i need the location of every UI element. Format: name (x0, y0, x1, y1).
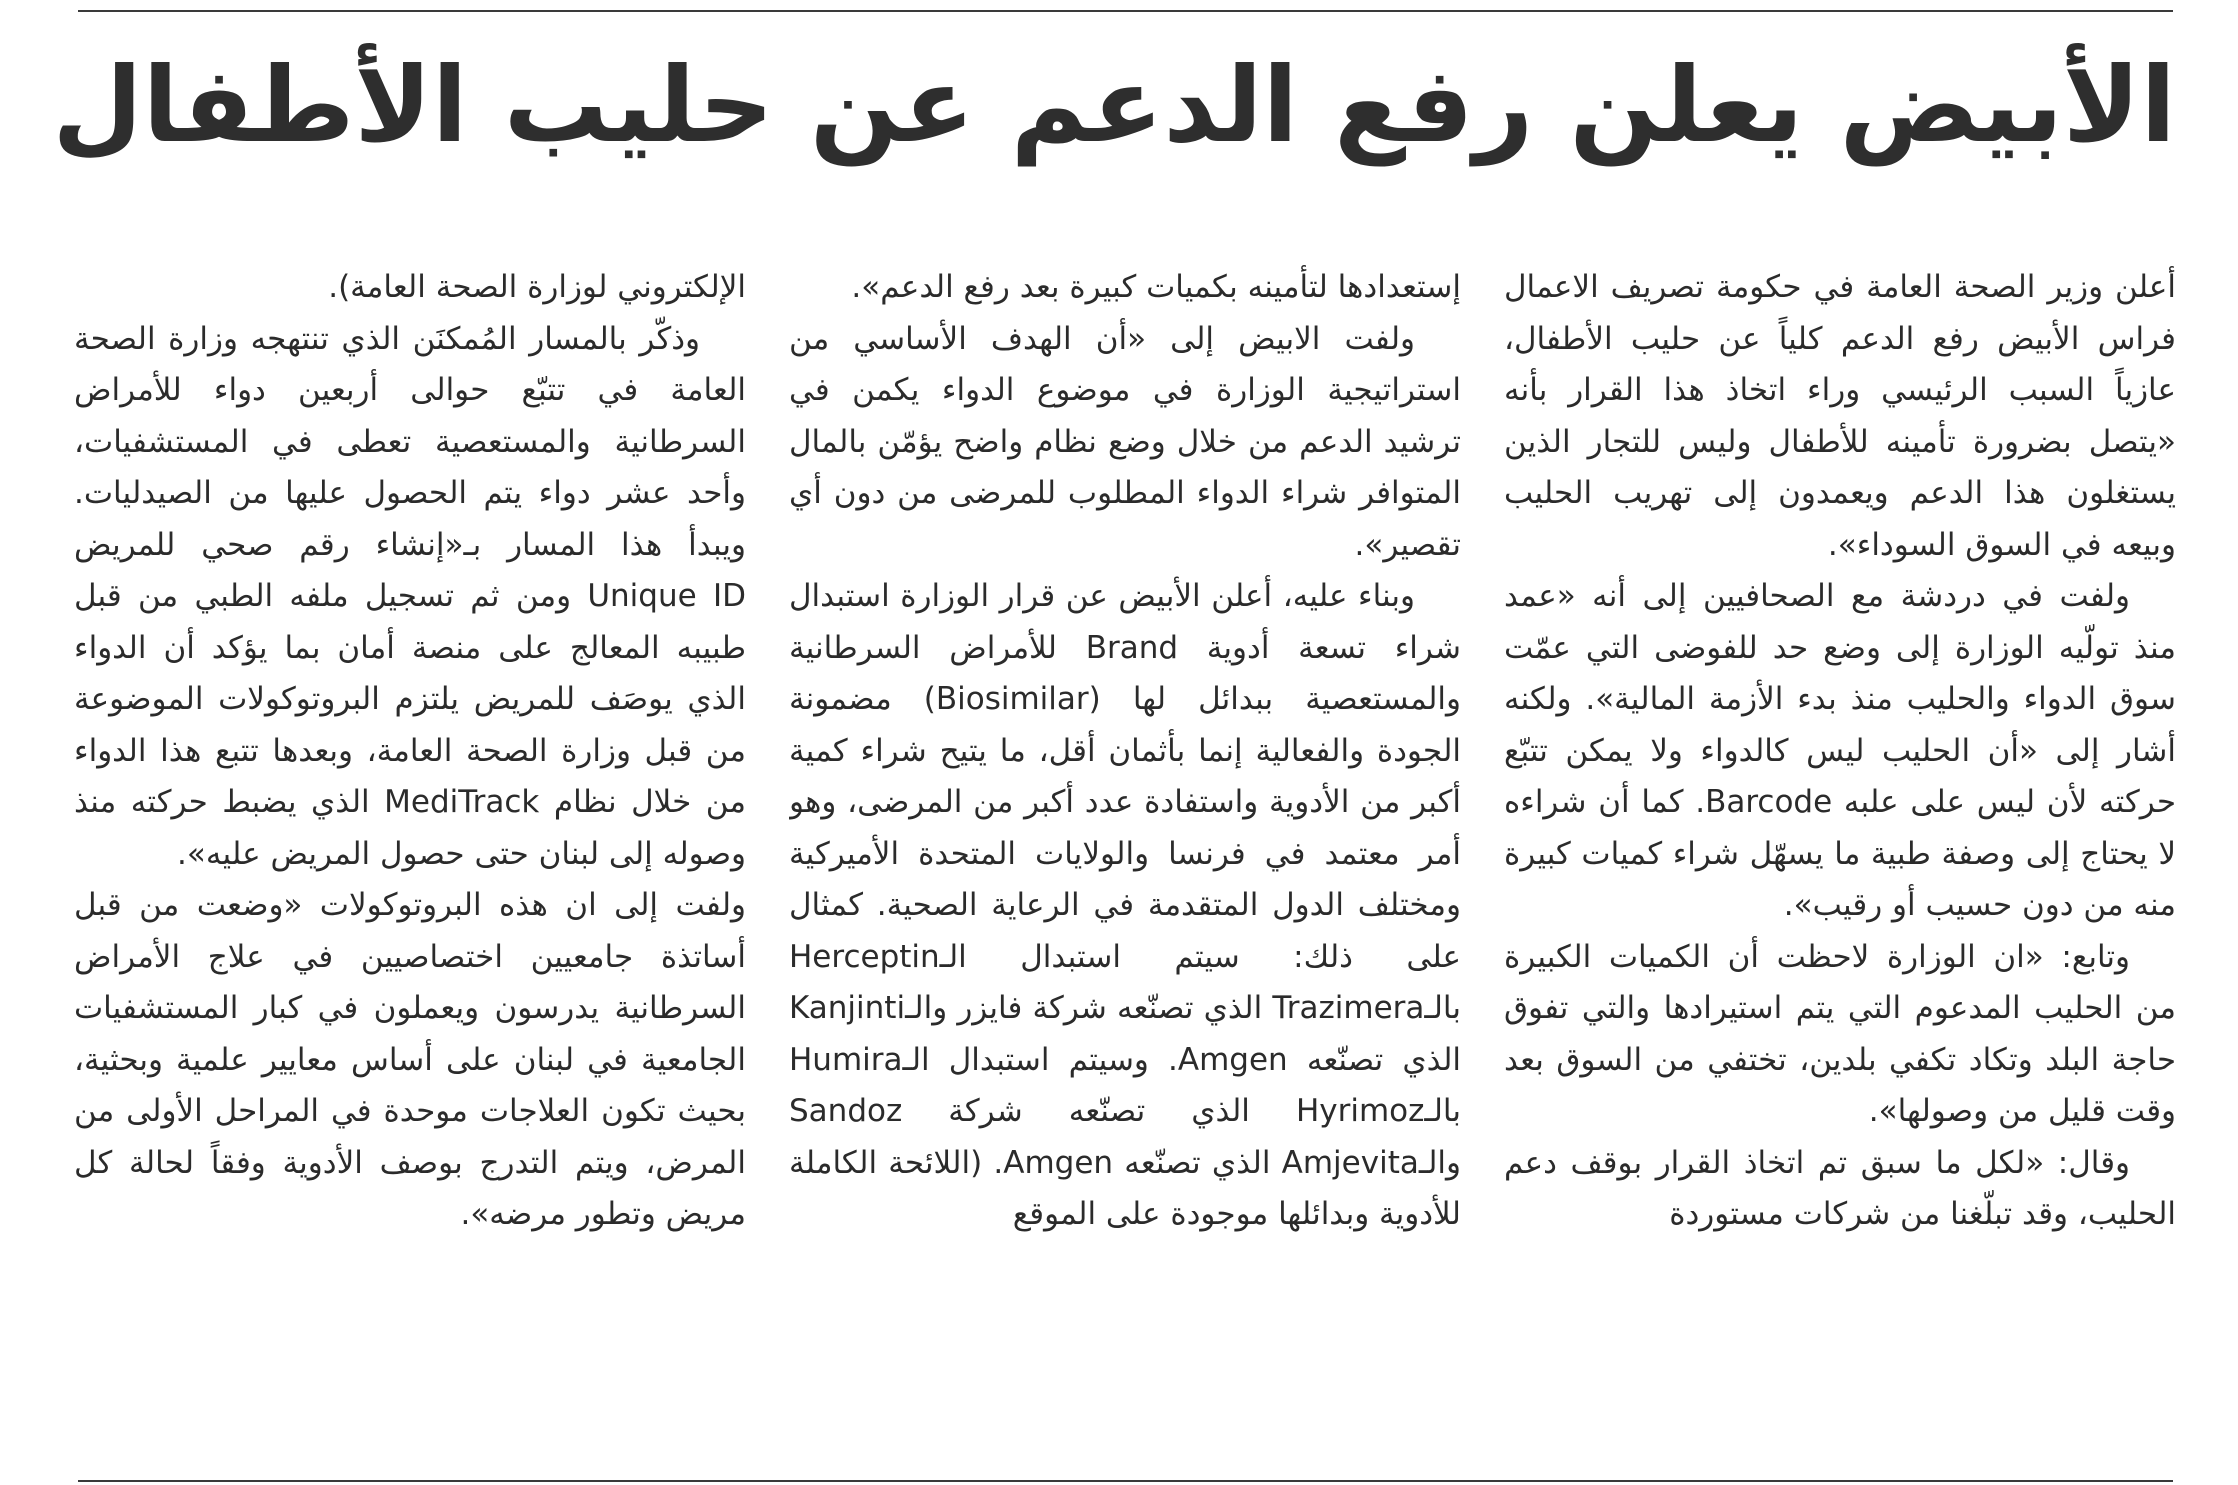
paragraph: ولفت في دردشة مع الصحافيين إلى أنه «عمد منذ تولّيه الوزارة إلى وضع حد للفوضى التي عمّت سوق الدواء والحليب منذ بدء الأزمة المالية». ولكنه أشار إلى «أن الحليب ليس كالدواء ولا يمكن تتبّع حركته لأن ليس على علبه Barcode. كما أن شراءه لا يحتاج إلى وصفة طبية ما يسهّل شراء كميات كبيرة منه من دون حسيب أو رقيب». (1504, 578, 2176, 923)
paragraph: أعلن وزير الصحة العامة في حكومة تصريف الاعمال فراس الأبيض رفع الدعم كلياً عن حليب الأطفال، عازياً السبب الرئيسي وراء اتخاذ هذا القرار بأنه «يتصل بضرورة تأمينه للأطفال وليس للتجار الذين يستغلون هذا الدعم ويعمدون إلى تهريب الحليب وبيعه في السوق السوداء». (1504, 269, 2176, 563)
paragraph: إستعدادها لتأمينه بكميات كبيرة بعد رفع الدعم». (851, 269, 1461, 305)
paragraph: وقال: «لكل ما سبق تم اتخاذ القرار بوقف دعم الحليب، وقد تبلّغنا من شركات مستوردة (1504, 1144, 2176, 1232)
paragraph: وذكّر بالمسار المُمكنَن الذي تنتهجه وزارة الصحة العامة في تتبّع حوالى أربعين دواء للأمراض السرطانية والمستعصية تعطى في المستشفيات، وأحد عشر دواء يتم الحصول عليها من الصيدليات. ويبدأ هذا المسار بـ«إنشاء رقم صحي للمريض Unique ID ومن ثم تسجيل ملفه الطبي من قبل طبيبه المعالج على منصة أمان بما يؤكد أن الدواء الذي يوصَف للمريض يلتزم البروتوكولات الموضوعة من قبل وزارة الصحة العامة، وبعدها تتبع هذا الدواء من خلال نظام MediTrack الذي يضبط حركته منذ وصوله إلى لبنان حتى حصول المريض عليه». (74, 320, 746, 872)
paragraph: الإلكتروني لوزارة الصحة العامة). (328, 269, 746, 305)
headline: الأبيض يعلن رفع الدعم عن حليب الأطفال (52, 44, 2176, 166)
paragraph: وتابع: «ان الوزارة لاحظت أن الكميات الكبيرة من الحليب المدعوم التي يتم استيرادها والتي تفوق حاجة البلد وتكاد تكفي بلدين، تختفي من السوق بعد وقت قليل من وصولها». (1504, 938, 2176, 1129)
article-columns (74, 262, 2176, 1372)
bottom-rule (78, 1480, 2173, 1482)
column-right (1504, 262, 2176, 1372)
paragraph: ولفت الابيض إلى «أن الهدف الأساسي من استراتيجية الوزارة في موضوع الدواء يكمن في ترشيد الدعم من خلال وضع نظام واضح يؤمّن بالمال المتوافر شراء الدواء المطلوب للمرضى من دون أي تقصير». (789, 320, 1461, 563)
top-rule (78, 10, 2173, 12)
column-left (74, 262, 746, 1372)
column-middle (789, 262, 1461, 1372)
paragraph: ولفت إلى ان هذه البروتوكولات «وضعت من قبل أساتذة جامعيين اختصاصيين في علاج الأمراض السرطانية يدرسون ويعملون في كبار المستشفيات الجامعية في لبنان على أساس معايير علمية وبحثية، بحيث تكون العلاجات موحدة في المراحل الأولى من المرض، ويتم التدرج بوصف الأدوية وفقاً لحالة كل مريض وتطور مرضه». (74, 887, 746, 1232)
paragraph: وبناء عليه، أعلن الأبيض عن قرار الوزارة استبدال شراء تسعة أدوية Brand للأمراض السرطانية والمستعصية ببدائل لها (Biosimilar) مضمونة الجودة والفعالية إنما بأثمان أقل، ما يتيح شراء كمية أكبر من الأدوية واستفادة عدد أكبر من المرضى، وهو أمر معتمد في فرنسا والولايات المتحدة الأميركية ومختلف الدول المتقدمة في الرعاية الصحية. كمثال على ذلك: سيتم استبدال الـHerceptin بالـTrazimera الذي تصنّعه شركة فايزر والـKanjinti الذي تصنّعه Amgen. وسيتم استبدال الـHumira بالـHyrimoz الذي تصنّعه شركة Sandoz والـAmjevita الذي تصنّعه Amgen. (اللائحة الكاملة للأدوية وبدائلها موجودة على الموقع (789, 578, 1461, 1232)
